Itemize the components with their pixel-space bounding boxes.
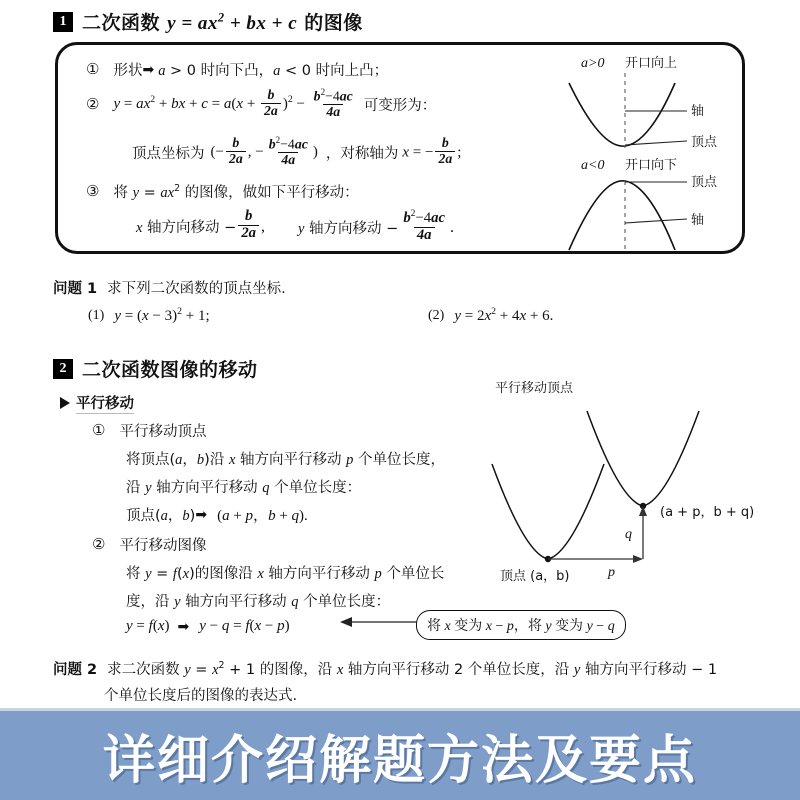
box1-move-y-value: $\frac{b^2-4ac}{4a}$ [403,208,446,243]
banner-text: 详细介绍解题方法及要点 [102,731,697,791]
section-2-item-2 [92,534,206,555]
section-1-content-box [55,42,745,254]
section-1-title [82,8,363,35]
section-2-item-1-marker: ① [92,423,106,439]
graph-down-opening-label: 开口向下 [625,158,678,173]
graph-opening-downward [563,155,738,255]
problem-1-item-1-number: (1) [88,307,105,323]
right-arrow-icon-3: ➡ [177,618,190,635]
section-2-item-2-heading: 平行移动图像 [119,538,207,554]
box1-axis-label: ，对称轴为 [325,146,399,163]
box1-item-1-marker: ① [86,62,100,78]
graph-up-axis-label: 轴 [691,104,705,119]
section-2-item-2-line-3 [126,618,290,635]
triangle-bullet-icon [60,397,70,409]
box1-item-1-text-a: 形状 [113,63,143,79]
graph-down-vertex-label: 顶点 [691,175,718,190]
graph-label-vertex-shifted: (a + p，b + q) [660,505,755,520]
graph-up-opening-label: 开口向上 [625,56,678,71]
section-1-title-prefix: 二次函数 [82,12,168,34]
section-2-vertex-after: (a + p，b + q). [217,508,308,524]
problem-1-item-2-number: (2) [428,307,445,323]
section-2-item-2-line-1 [126,562,444,583]
problem-1-item-2-expr: $y = 2x^2 + 4x + 6$. [454,306,554,324]
callout-box [416,610,626,640]
problem-2-line-1: 求二次函数 $y = x^2 + 1$ 的图像，沿 x 轴方向平行移动 2 个单位长度，沿 y 轴方向平行移动 − 1 [107,660,718,678]
graph-down-condition: a<0 [581,158,605,173]
bottom-banner [0,708,800,800]
problem-1-label: 问题 1 [53,281,98,297]
section-1-badge: 1 [53,12,73,32]
section-2-item-1-line-3 [126,504,308,525]
problem-1-item-1-expr: $y = (x - 3)^2 + 1$; [114,306,210,324]
box1-item-2 [86,86,437,121]
box1-move-x-text: x 轴方向移动 − [136,220,237,237]
section-2-badge: 2 [53,359,73,379]
box1-item-3 [86,181,359,202]
right-arrow-icon-2: ➡ [195,506,208,523]
box1-item-2-equation: $y = ax^2$ + bx + c = a(x + $\frac{b}{2a}$ )$^2$ − $\frac{b^2-4ac}{4a}$ [113,86,353,119]
graph-down-axis-label: 轴 [691,213,705,228]
problem-2-line-2: 个单位长度后的图像的表达式. [104,688,298,704]
box1-item-3-marker: ③ [86,184,100,200]
section-2-item-1-line-2 [126,476,361,497]
graph-label-q: q [625,527,632,542]
box1-move-x-value: $\frac{b}{2a}$ [238,209,259,241]
box1-vertex-coord-value: (− $\frac{b}{2a}$ , − $\frac{b^2-4ac}{4a}$ ) [210,134,318,167]
section-2-func-after: y − q = f(x − p) [199,618,290,634]
graph-label-vertex-original: 顶点 (a，b) [500,569,570,584]
section-2-item-2-line-2-text: 度，沿 y 轴方向平行移动 q 个单位长度： [126,594,391,610]
box1-move-y-period: . [450,218,455,236]
problem-2 [53,658,717,679]
box1-move-x-comma: , [261,217,266,235]
problem-1-prompt: 求下列二次函数的顶点坐标. [107,281,286,297]
box1-move-y-text: y 轴方向移动 − [298,221,399,238]
section-2-func-before: y = f(x) [126,618,170,634]
section-2-item-2-line-1-text: 将 y = f(x)的图像沿 x 轴方向平行移动 p 个单位长 [126,566,445,582]
box1-item-2-marker: ② [86,97,100,114]
section-2-bullet-label: 平行移动 [76,392,134,414]
graph-up-condition: a>0 [581,56,605,71]
right-arrow-icon: ➡ [142,61,155,78]
section-2-item-1-line-1 [126,448,445,469]
problem-2-label: 问题 2 [53,662,98,678]
section-1-heading [53,8,363,35]
section-2-title: 二次函数图像的移动 [82,359,258,381]
problem-1-item-1 [88,306,210,325]
box1-item-2-line2 [132,134,462,169]
graph-label-p: p [608,565,615,580]
section-2-item-1-line-1-text: 将顶点(a，b)沿 x 轴方向平行移动 p 个单位长度， [126,452,445,468]
graph-parallel-shift [470,378,800,593]
section-1-title-formula: $y = ax^2$ + bx + c [167,10,298,34]
section-2-item-1-heading: 平行移动顶点 [119,424,207,440]
box1-vertex-coord-label: 顶点坐标为 [132,146,205,163]
problem-1-item-2 [428,306,553,325]
section-2-item-2-marker: ② [92,537,106,553]
section-2-bullet-heading [60,392,134,414]
section-1-title-suffix: 的图像 [297,12,363,34]
section-2-heading [53,355,258,382]
box1-item-3-text: 将 $y = ax^2$ 的图像，做如下平行移动： [113,183,359,201]
section-2-item-1-line-2-text: 沿 y 轴方向平行移动 q 个单位长度： [126,480,362,496]
box1-item-2-tail: 可变形为： [363,98,437,115]
problem-1 [53,277,286,298]
graph-up-vertex-label: 顶点 [691,135,718,150]
problem-2-line-2-row [104,684,297,705]
callout-connector-arrow [340,612,418,632]
box1-item-1 [86,59,388,80]
section-2-vertex-before: 顶点(a，b) [126,508,196,524]
graph-opening-upward [563,53,738,153]
box1-item-3-move-y [298,208,455,245]
box1-item-1-text-b: a > 0 时向下凸，a < 0 时向上凸； [158,63,389,79]
section-2-item-1 [92,420,206,441]
callout-text: 将 x 变为 x − p，将 y 变为 y − q [427,619,615,634]
section-2-item-2-line-2 [126,590,390,611]
graph-shift-title: 平行移动顶点 [495,381,574,396]
box1-item-3-move-x [136,208,266,243]
box1-axis-value: x = − $\frac{b}{2a}$ ; [402,135,462,166]
